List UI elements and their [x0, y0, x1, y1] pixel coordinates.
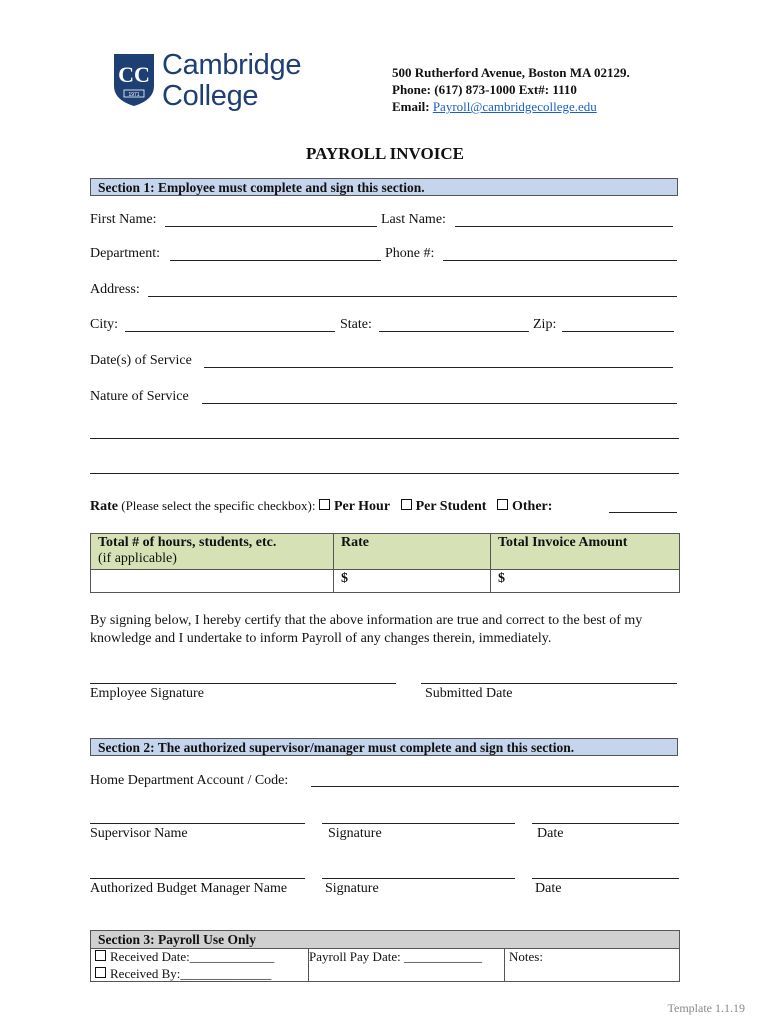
department-field[interactable] — [170, 260, 381, 261]
per-student-label: Per Student — [415, 499, 487, 514]
page-title: PAYROLL INVOICE — [306, 144, 464, 163]
payroll-pay-date-label[interactable]: Payroll Pay Date: ____________ — [304, 948, 505, 981]
section2-heading: Section 2: The authorized supervisor/manager must complete and sign this section. — [90, 738, 678, 756]
department-label: Department: — [90, 246, 160, 261]
zip-field[interactable] — [562, 331, 674, 332]
supervisor-name-field[interactable] — [90, 823, 305, 824]
notes-label[interactable]: Notes: — [509, 949, 543, 964]
nature-of-service-line-3[interactable] — [90, 473, 679, 474]
phone-label: Phone #: — [385, 246, 435, 261]
dates-of-service-label: Date(s) of Service — [90, 353, 192, 368]
supervisor-date-field[interactable] — [532, 823, 679, 824]
phone-field[interactable] — [443, 260, 677, 261]
last-name-field[interactable] — [455, 226, 673, 227]
budget-manager-name-field[interactable] — [90, 878, 305, 879]
budget-manager-date-field[interactable] — [532, 878, 679, 879]
other-rate-field[interactable] — [609, 512, 677, 513]
account-code-field[interactable] — [311, 786, 679, 787]
total-amount-cell[interactable]: $ — [491, 570, 680, 593]
first-name-label: First Name: — [90, 212, 157, 227]
city-label: City: — [90, 317, 119, 332]
phone-text: Phone: (617) 873-1000 Ext#: 1110 — [392, 82, 577, 97]
supervisor-signature-label: Signature — [328, 826, 382, 841]
certification-text: By signing below, I hereby certify that the above information are true and correct to the best of my knowledge and I undertake to inform Payroll of any changes therein, immediately. — [90, 613, 643, 646]
per-hour-label: Per Hour — [333, 499, 391, 514]
submitted-date-label: Submitted Date — [425, 686, 513, 701]
other-label: Other: — [511, 499, 553, 514]
total-units-cell[interactable] — [91, 570, 334, 593]
received-column — [91, 948, 309, 981]
employee-signature-field[interactable] — [90, 683, 396, 684]
email-link[interactable]: Payroll@cambridgecollege.edu — [432, 99, 597, 114]
nature-of-service-line-2[interactable] — [90, 438, 679, 439]
city-field[interactable] — [125, 331, 335, 332]
state-field[interactable] — [379, 331, 529, 332]
rate-selection-row: Rate (Please select the specific checkbox): Per Hour Per Student Other: — [90, 498, 553, 514]
total-units-header: Total # of hours, students, etc. (if applicable) — [91, 534, 334, 570]
rate-cell[interactable]: $ — [334, 570, 491, 593]
per-hour-checkbox[interactable] — [319, 499, 330, 510]
address-label: Address: — [90, 282, 140, 297]
section3-heading: Section 3: Payroll Use Only — [91, 931, 679, 949]
received-date-checkbox[interactable] — [95, 950, 106, 961]
per-student-checkbox[interactable] — [401, 499, 412, 510]
college-wordmark: Cambridge College — [162, 49, 302, 112]
supervisor-signature-field[interactable] — [322, 823, 515, 824]
state-label: State: — [340, 317, 372, 332]
supervisor-name-label: Supervisor Name — [90, 826, 188, 841]
budget-manager-signature-label: Signature — [325, 881, 379, 896]
dates-of-service-field[interactable] — [204, 367, 673, 368]
svg-text:CC: CC — [118, 62, 150, 87]
budget-manager-signature-field[interactable] — [322, 878, 515, 879]
zip-label: Zip: — [533, 317, 557, 332]
supervisor-date-label: Date — [537, 826, 564, 841]
employee-signature-label: Employee Signature — [90, 686, 204, 701]
address-field[interactable] — [148, 296, 677, 297]
budget-manager-date-label: Date — [535, 881, 562, 896]
section1-heading: Section 1: Employee must complete and sign this section. — [90, 178, 678, 196]
total-amount-header: Total Invoice Amount — [491, 534, 680, 570]
last-name-label: Last Name: — [381, 212, 446, 227]
address-text: 500 Rutherford Avenue, Boston MA 02129. — [392, 65, 630, 80]
other-checkbox[interactable] — [497, 499, 508, 510]
account-code-label: Home Department Account / Code: — [90, 773, 289, 788]
rate-header: Rate — [334, 534, 491, 570]
first-name-field[interactable] — [165, 226, 377, 227]
received-by-checkbox[interactable] — [95, 967, 106, 978]
contact-block: 500 Rutherford Avenue, Boston MA 02129. Phone: (617) 873-1000 Ext#: 1110 Email: Payroll@cambridgecollege.edu — [392, 65, 630, 114]
nature-of-service-label: Nature of Service — [90, 389, 189, 404]
section3-payroll-box — [90, 930, 680, 982]
nature-of-service-field[interactable] — [202, 403, 677, 404]
svg-text:1971: 1971 — [128, 92, 140, 98]
template-version: Template 1.1.19 — [667, 1001, 745, 1015]
received-date-label: Received Date:_____________ — [110, 949, 275, 964]
submitted-date-field[interactable] — [421, 683, 677, 684]
budget-manager-name-label: Authorized Budget Manager Name — [90, 881, 288, 896]
college-shield-logo — [112, 52, 156, 108]
rate-table — [90, 533, 680, 593]
received-by-label: Received By:______________ — [110, 966, 272, 981]
